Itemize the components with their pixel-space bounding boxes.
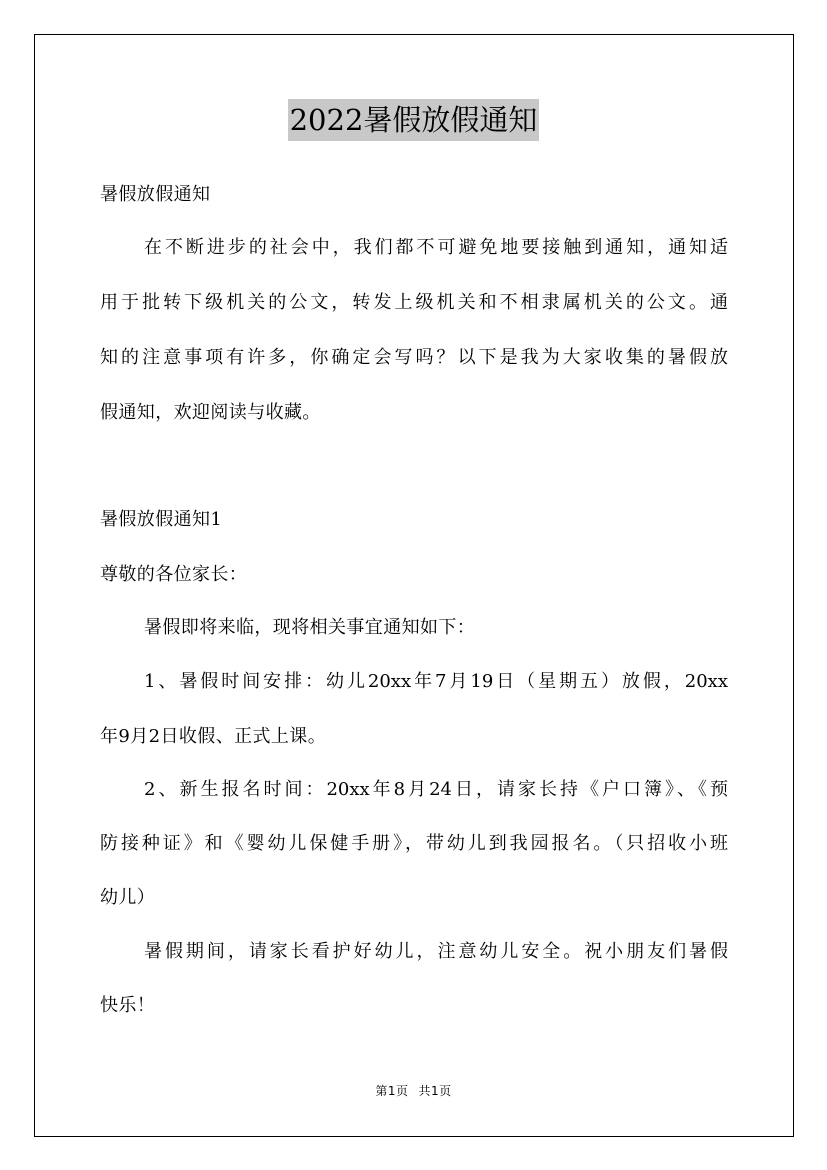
salutation: 尊敬的各位家长： (100, 564, 248, 585)
body-line: 快乐！ (100, 995, 156, 1016)
body-line: 暑假即将来临，现将相关事宜通知如下： (144, 617, 476, 638)
title-container (0, 99, 827, 141)
body-line: 幼儿） (100, 887, 156, 908)
page-footer (0, 1083, 827, 1099)
body-line: 年9月2日收假、正式上课。 (100, 726, 327, 747)
page-number: 第1页 (375, 1084, 409, 1098)
intro-line: 假通知，欢迎阅读与收藏。 (100, 402, 321, 423)
section-heading: 暑假放假通知1 (100, 509, 223, 530)
body-line: 2、新生报名时间：20xx年8月24日，请家长持《户口簿》、《预 (144, 779, 728, 800)
body-line: 防接种证》和《婴幼儿保健手册》，带幼儿到我园报名。（只招收小班 (100, 833, 728, 854)
intro-line: 用于批转下级机关的公文，转发上级机关和不相隶属机关的公文。通 (100, 292, 728, 313)
body-line: 1、暑假时间安排：幼儿20xx年7月19日（星期五）放假，20xx (144, 671, 728, 692)
document-subtitle: 暑假放假通知 (100, 184, 211, 205)
page-total: 共1页 (418, 1084, 452, 1098)
body-line: 暑假期间，请家长看护好幼儿，注意幼儿安全。祝小朋友们暑假 (144, 941, 728, 962)
intro-line: 在不断进步的社会中，我们都不可避免地要接触到通知，通知适 (144, 237, 728, 258)
document-title: 2022暑假放假通知 (288, 99, 540, 141)
intro-line: 知的注意事项有许多，你确定会写吗？以下是我为大家收集的暑假放 (100, 347, 728, 368)
